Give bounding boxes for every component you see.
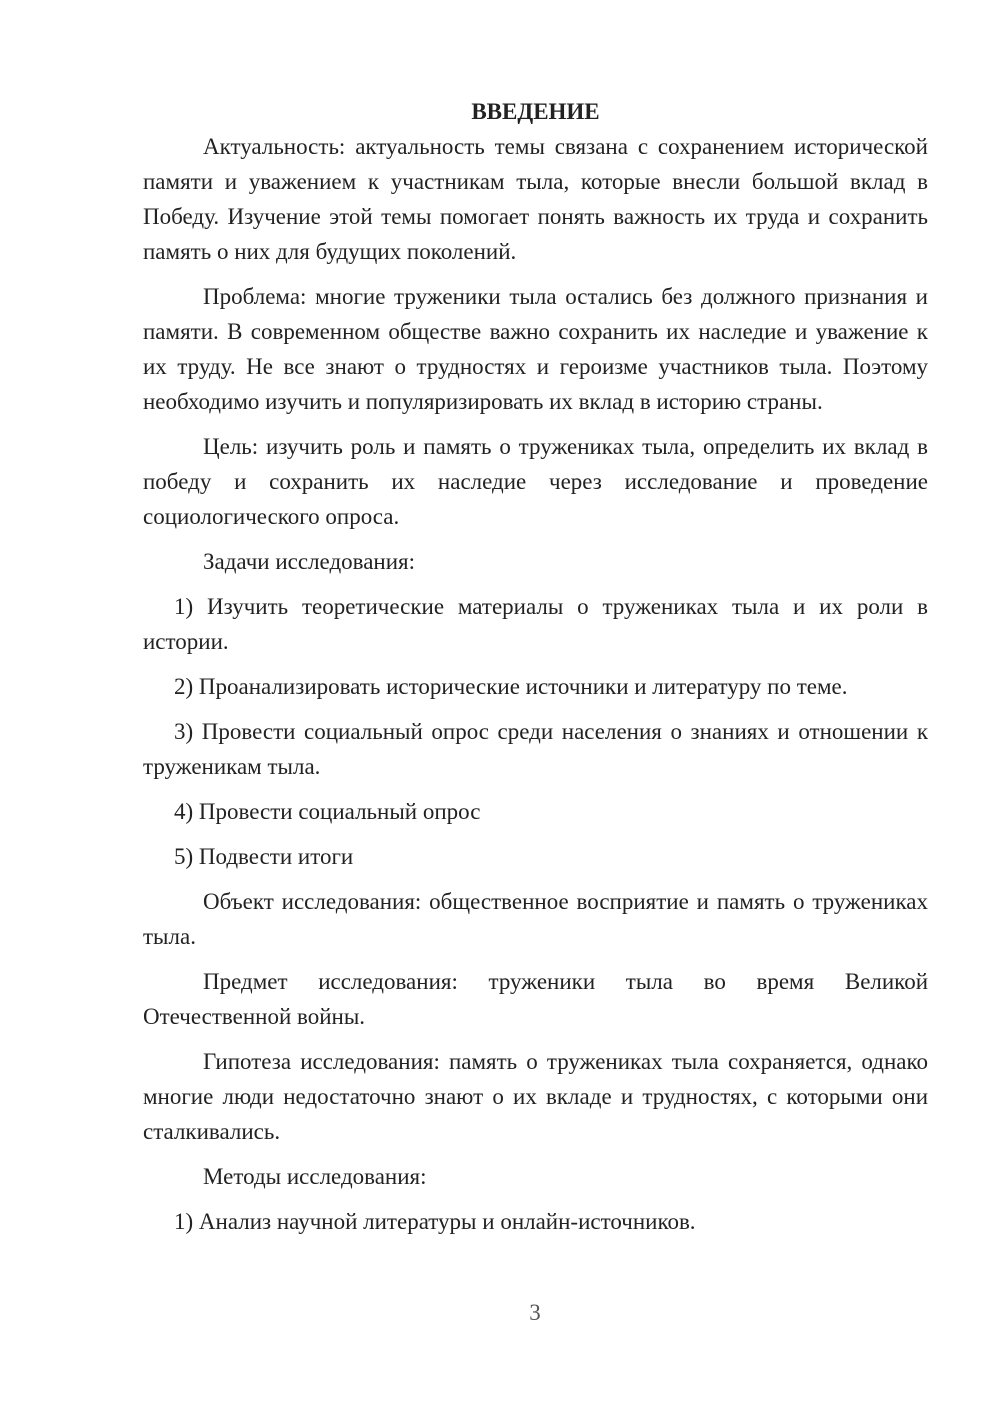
page-content — [143, 94, 928, 1239]
task-item-2: 2) Проанализировать исторические источники и литературу по теме. — [174, 674, 848, 699]
subject-paragraph: Предмет исследования: труженики тыла во время Великой Отечественной войны. — [143, 969, 928, 1029]
task-item-3: 3) Провести социальный опрос среди населения о знаниях и отношении к труженикам тыла. — [143, 719, 928, 779]
task-item-1: 1) Изучить теоретические материалы о тружениках тыла и их роли в истории. — [143, 594, 928, 654]
methods-heading: Методы исследования: — [203, 1164, 427, 1189]
section-title: ВВЕДЕНИЕ — [471, 99, 600, 124]
problem-paragraph: Проблема: многие труженики тыла остались без должного признания и памяти. В современном обществе важно сохранить их наследие и уважение к их труду. Не все знают о трудностях и героизме участников тыла. Поэтому необходимо изучить и популяризировать их вклад в историю страны. — [143, 284, 928, 414]
goal-paragraph: Цель: изучить роль и память о тружениках тыла, определить их вклад в победу и сохранить их наследие через исследование и проведение социологического опроса. — [143, 434, 928, 529]
object-paragraph: Объект исследования: общественное восприятие и память о тружениках тыла. — [143, 889, 928, 949]
relevance-paragraph: Актуальность: актуальность темы связана с сохранением исторической памяти и уважением к участникам тыла, которые внесли большой вклад в Победу. Изучение этой темы помогает понять важность их труда и сохранить память о них для будущих поколений. — [143, 134, 928, 264]
task-item-4: 4) Провести социальный опрос — [174, 799, 481, 824]
task-item-5: 5) Подвести итоги — [174, 844, 354, 869]
method-item-1: 1) Анализ научной литературы и онлайн-источников. — [174, 1209, 696, 1234]
tasks-heading: Задачи исследования: — [203, 549, 416, 574]
hypothesis-paragraph: Гипотеза исследования: память о тружениках тыла сохраняется, однако многие люди недостаточно знают о их вкладе и трудностях, с которыми они сталкивались. — [143, 1049, 928, 1144]
page-number: 3 — [529, 1300, 541, 1325]
